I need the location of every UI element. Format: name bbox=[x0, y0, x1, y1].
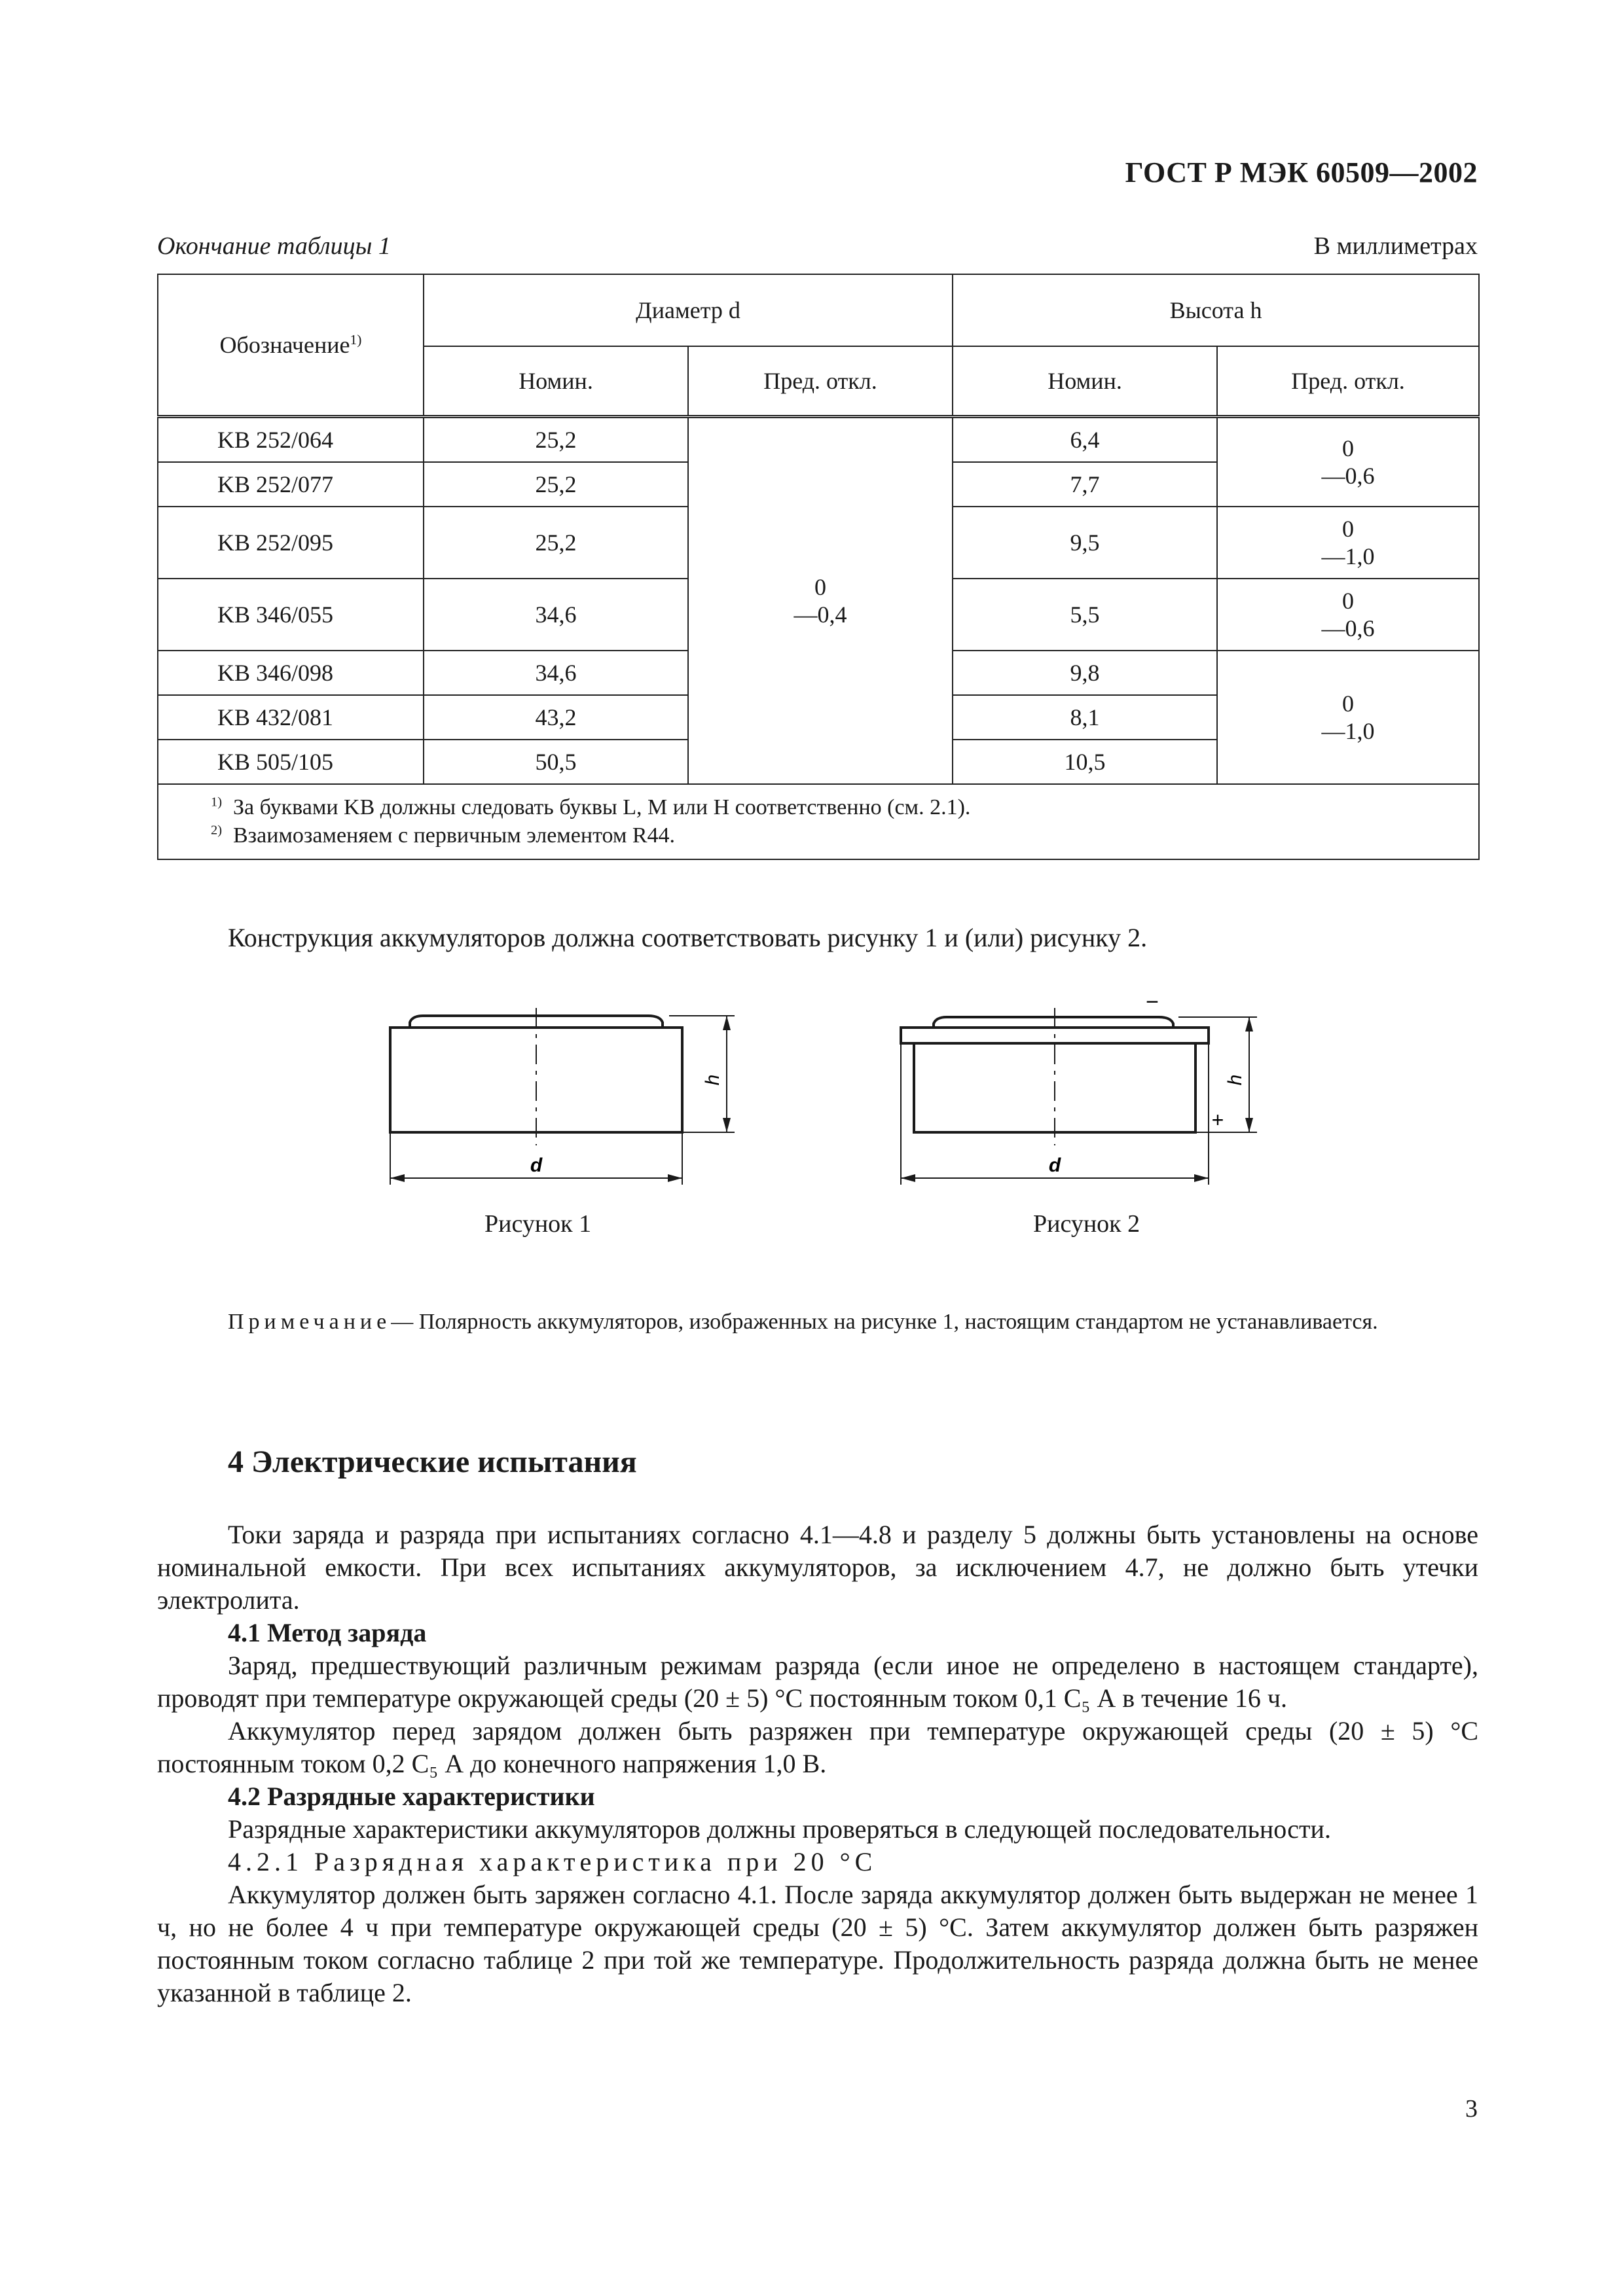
subsection-4-2-1-title: 4.2.1 Разрядная характеристика при 20 °С bbox=[228, 1847, 877, 1876]
footnote-2: $^{2)}$ Взаимозаменяем с первичным элементом R44. bbox=[211, 823, 676, 848]
cell-body bbox=[390, 1028, 682, 1132]
header-h-tol: Пред. откл. bbox=[1217, 346, 1479, 417]
section-4-intro: Токи заряда и разряда при испытаниях согласно 4.1—4.8 и разделу 5 должны быть установлены на основе номинальной емкости. При всех испытаниях аккумуляторов, за исключением 4.7, не должно быть утечки электролита. bbox=[157, 1520, 1478, 1615]
subsection-4-1-title: 4.1 Метод заряда bbox=[228, 1618, 427, 1647]
subsection-4-2-1-paragraph: Аккумулятор должен быть заряжен согласно 4.1. После заряда аккумулятор должен быть выдержан не менее 1 ч, но не более 4 ч при температуре окружающей среды (20 ± 5) °С. Затем аккумулятор должен быть разряжен постоянным током согласно таблице 2 при той же температуре. Продолжительность разряда должна быть не менее указанной в таблице 2. bbox=[157, 1880, 1478, 2007]
cell-cap bbox=[934, 1017, 1173, 1028]
designation-cell: KB 432/081 bbox=[158, 695, 424, 740]
d-tol-cell: 0 —0,4 bbox=[688, 417, 953, 785]
designation-cell: KB 252/064 bbox=[158, 417, 424, 463]
figure-2-diagram bbox=[890, 988, 1270, 1204]
table-row bbox=[158, 417, 1479, 463]
d-nom-cell: 34,6 bbox=[424, 651, 688, 695]
h-nom-cell: 9,5 bbox=[953, 507, 1217, 579]
standard-header: ГОСТ Р МЭК 60509—2002 bbox=[1125, 156, 1478, 188]
subsection-4-2-title: 4.2 Разрядные характеристики bbox=[228, 1782, 595, 1811]
note-text: — Полярность аккумуляторов, изображенных на рисунке 1, настоящим стандартом не устанавливается. bbox=[391, 1310, 1378, 1334]
d-nom-cell: 25,2 bbox=[424, 462, 688, 507]
table-footnotes bbox=[158, 784, 1479, 859]
h-tol-cell: 0 —1,0 bbox=[1217, 651, 1479, 784]
footnote-1: $^{1)}$ За буквами KB должны следовать буквы L, M или H соответственно (см. 2.1). bbox=[211, 795, 971, 819]
figure-1-diagram bbox=[373, 988, 740, 1204]
designation-cell: KB 346/055 bbox=[158, 579, 424, 651]
designation-cell: KB 252/077 bbox=[158, 462, 424, 507]
d-nom-cell: 25,2 bbox=[424, 507, 688, 579]
note bbox=[157, 1308, 1478, 1336]
designation-cell: KB 252/095 bbox=[158, 507, 424, 579]
d-nom-cell: 50,5 bbox=[424, 740, 688, 784]
d-nom-cell: 25,2 bbox=[424, 417, 688, 463]
label-h: h bbox=[702, 1074, 723, 1086]
header-d-nom: Номин. bbox=[424, 346, 688, 417]
h-nom-cell: 7,7 bbox=[953, 462, 1217, 507]
section-4-body bbox=[157, 1518, 1478, 2009]
d-nom-cell: 43,2 bbox=[424, 695, 688, 740]
dimensions-table bbox=[157, 274, 1480, 860]
h-tol-cell: 0 —0,6 bbox=[1217, 579, 1479, 651]
construction-text: Конструкция аккумуляторов должна соответствовать рисунку 1 и (или) рисунку 2. bbox=[228, 923, 1148, 952]
header-h-nom: Номин. bbox=[953, 346, 1217, 417]
designation-cell: KB 505/105 bbox=[158, 740, 424, 784]
h-nom-cell: 5,5 bbox=[953, 579, 1217, 651]
label-d: d bbox=[1048, 1155, 1061, 1176]
header-d-tol: Пред. откл. bbox=[688, 346, 953, 417]
table-caption: Окончание таблицы 1 bbox=[157, 232, 391, 260]
h-nom-cell: 10,5 bbox=[953, 740, 1217, 784]
h-tol-cell: 0 —1,0 bbox=[1217, 507, 1479, 579]
section-4-title: 4 Электрические испытания bbox=[228, 1444, 637, 1479]
header-designation: Обозначение$^{1)}$ bbox=[158, 274, 424, 417]
label-minus: − bbox=[1146, 990, 1159, 1014]
figure-2-caption: Рисунок 2 bbox=[1033, 1210, 1140, 1238]
subsection-4-1-paragraph: Заряд, предшествующий различным режимам разряда (если иное не определено в настоящем стандарте), проводят при температуре окружающей среды (20 ± 5) °С постоянным током 0,1 C₅ А в течение 16 ч. bbox=[157, 1651, 1478, 1713]
designation-cell: KB 346/098 bbox=[158, 651, 424, 695]
h-nom-cell: 8,1 bbox=[953, 695, 1217, 740]
d-nom-cell: 34,6 bbox=[424, 579, 688, 651]
label-h: h bbox=[1224, 1074, 1246, 1086]
figure-1-caption: Рисунок 1 bbox=[484, 1210, 592, 1238]
subsection-4-2-paragraph: Разрядные характеристики аккумуляторов должны проверяться в следующей последовательности. bbox=[228, 1814, 1331, 1844]
header-height: Высота h bbox=[953, 274, 1479, 346]
h-nom-cell: 9,8 bbox=[953, 651, 1217, 695]
note-label: Примечание bbox=[228, 1310, 392, 1334]
label-plus: + bbox=[1211, 1108, 1224, 1132]
subsection-4-1-paragraph: Аккумулятор перед зарядом должен быть разряжен при температуре окружающей среды (20 ± 5) °С постоянным током 0,2 C₅ А до конечного напряжения 1,0 В. bbox=[157, 1716, 1478, 1778]
page-number: 3 bbox=[1465, 2095, 1478, 2123]
header-diameter: Диаметр d bbox=[424, 274, 953, 346]
h-tol-cell: 0 —0,6 bbox=[1217, 417, 1479, 507]
h-nom-cell: 6,4 bbox=[953, 417, 1217, 463]
label-d: d bbox=[530, 1155, 543, 1176]
table-units: В миллиметрах bbox=[1313, 232, 1478, 260]
